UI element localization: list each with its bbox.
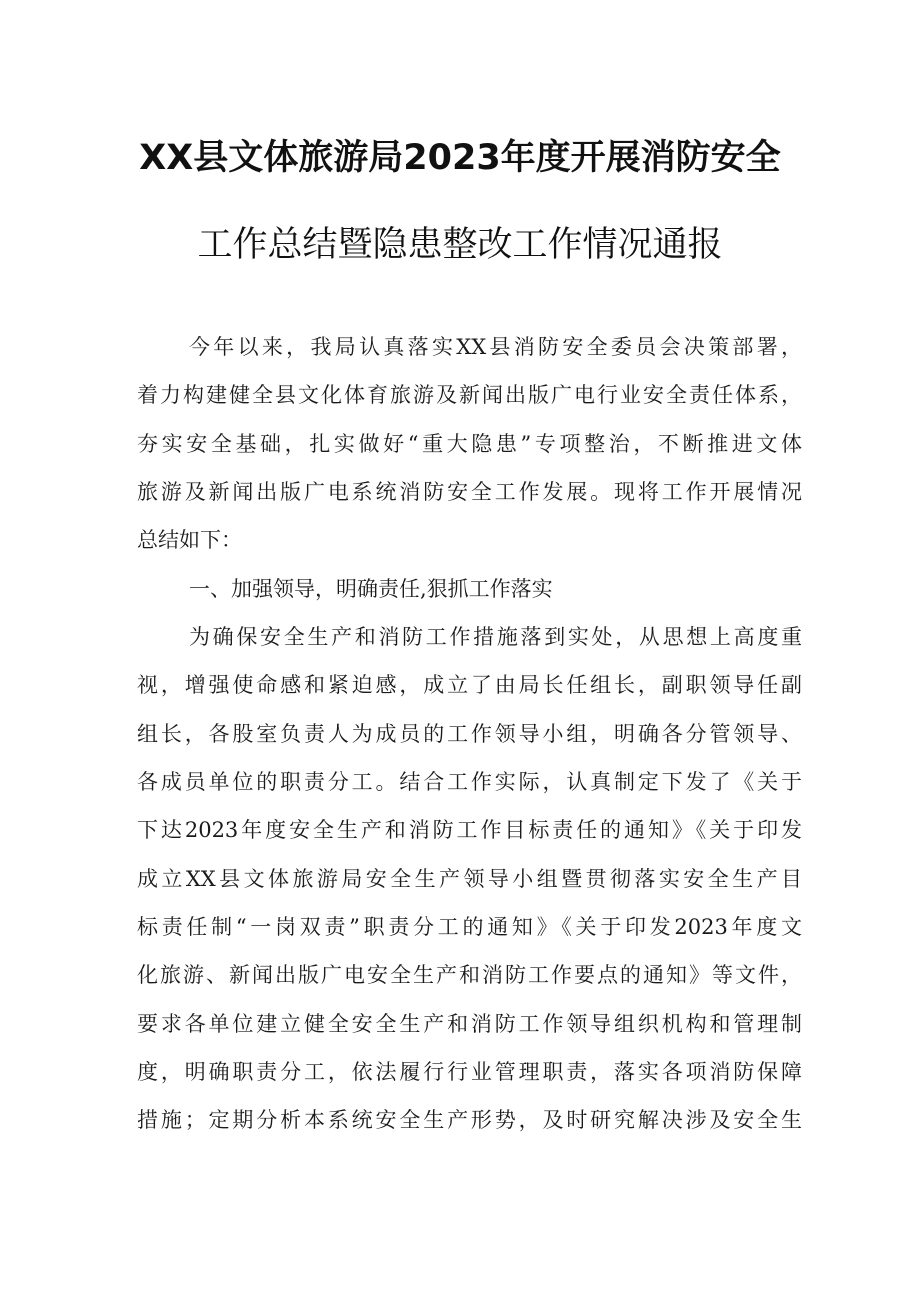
paragraph-line: 标责任制“一岗双责”职责分工的通知》《关于印发2023年度文 bbox=[137, 915, 802, 939]
paragraph-line: 总结如下： bbox=[137, 528, 242, 552]
paragraph-line: 着力构建健全县文化体育旅游及新闻出版广电行业安全责任体系， bbox=[137, 383, 802, 407]
paragraph-line: 成立XX县文体旅游局安全生产领导小组暨贯彻落实安全生产目 bbox=[137, 867, 802, 891]
paragraph-line: 今年以来，我局认真落实XX县消防安全委员会决策部署， bbox=[189, 335, 802, 359]
paragraph-line: 组长，各股室负责人为成员的工作领导小组，明确各分管领导、 bbox=[137, 722, 802, 746]
section-heading: 一、加强领导，明确责任,狠抓工作落实 bbox=[189, 577, 553, 601]
paragraph-line: 视，增强使命感和紧迫感，成立了由局长任组长，副职领导任副 bbox=[137, 673, 802, 697]
paragraph-line: 措施；定期分析本系统安全生产形势，及时研究解决涉及安全生 bbox=[137, 1108, 802, 1132]
paragraph-line: 要求各单位建立健全安全生产和消防工作领导组织机构和管理制 bbox=[137, 1012, 802, 1036]
paragraph-line: 下达2023年度安全生产和消防工作目标责任的通知》《关于印发 bbox=[137, 818, 802, 842]
paragraph-line: 各成员单位的职责分工。结合工作实际，认真制定下发了《关于 bbox=[137, 770, 802, 794]
paragraph-line: 旅游及新闻出版广电系统消防安全工作发展。现将工作开展情况 bbox=[137, 480, 802, 504]
document-title-line-2: 工作总结暨隐患整改工作情况通报 bbox=[197, 225, 723, 265]
paragraph-line: 化旅游、新闻出版广电安全生产和消防工作要点的通知》等文件， bbox=[137, 963, 802, 987]
paragraph-line: 夯实安全基础，扎实做好“重大隐患”专项整治，不断推进文体 bbox=[137, 432, 802, 456]
paragraph-line: 为确保安全生产和消防工作措施落到实处，从思想上高度重 bbox=[189, 625, 802, 649]
document-title-line-1: XX县文体旅游局2023年度开展消防安全 bbox=[139, 138, 781, 178]
paragraph-line: 度，明确职责分工，依法履行行业管理职责，落实各项消防保障 bbox=[137, 1060, 802, 1084]
